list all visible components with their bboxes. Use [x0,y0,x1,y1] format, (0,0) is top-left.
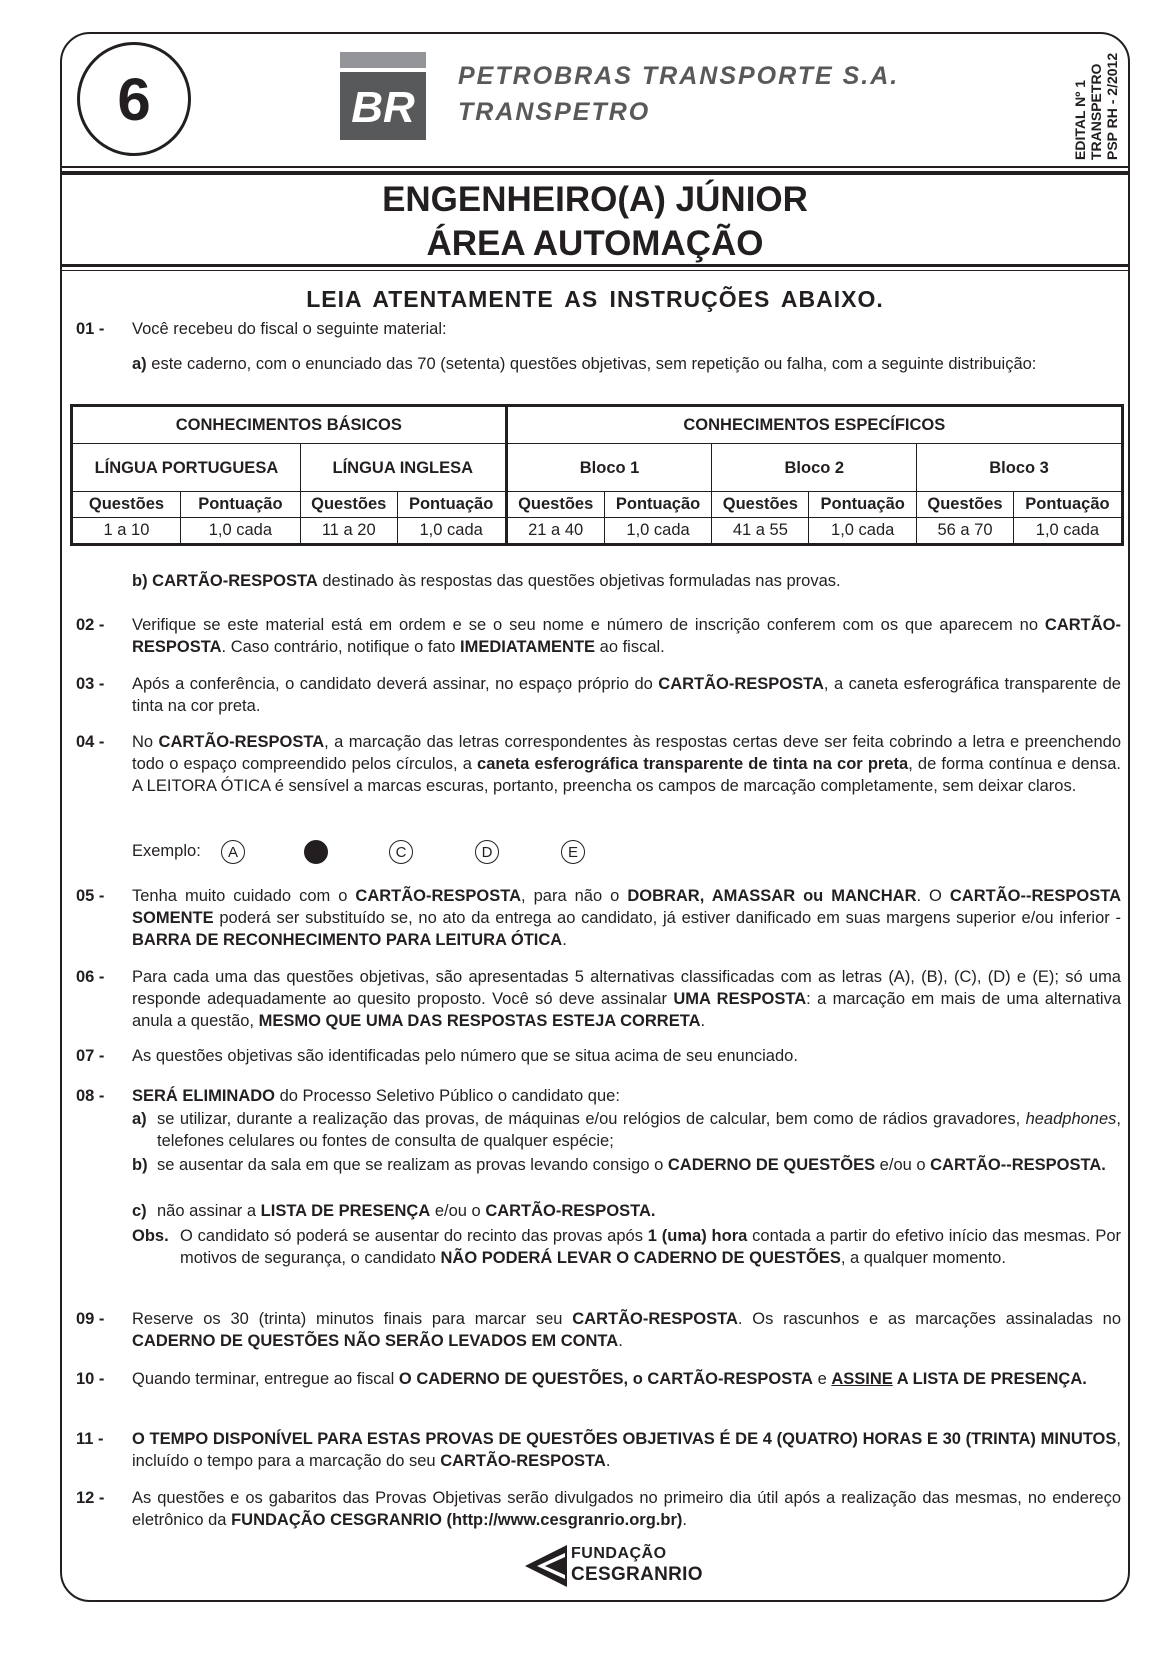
bold-text: IMEDIATAMENTE [460,638,596,656]
text-run: poderá ser substituído se, no ato da entrega ao candidato, já estiver danificado em suas margens superior e/ou inferior - [213,909,1121,927]
table-cell: 41 a 55 [712,518,809,545]
table-group-header: CONHECIMENTOS BÁSICOS [72,406,507,444]
header-divider [60,166,1130,168]
table-col-header: Questões [300,492,397,518]
text-run: ao fiscal. [595,638,665,656]
text-run: do Processo Seletivo Público o candidato que: [275,1087,620,1105]
item-text: As questões objetivas são identificadas pelo número que se situa acima de seu enunciado. [132,1047,798,1065]
text-run: e/ou o [430,1202,486,1220]
bold-text: LISTA DE PRESENÇA [260,1202,431,1220]
instruction-04 [76,731,1121,797]
instruction-08c [132,1200,1121,1222]
answer-bubble-d: D [475,840,499,864]
bold-text: CARTÃO-RESPOSTA [158,733,325,751]
instruction-12 [76,1487,1121,1531]
italic-text: headphones [1025,1110,1117,1128]
sub-text: destinado às respostas das questões objetivas formuladas nas provas. [317,572,841,590]
bold-text: CARTÃO--RESPOSTA. [930,1156,1106,1174]
job-title [60,178,1130,266]
edital-line: EDITAL Nº 1 [1072,79,1088,160]
item-number: 12 - [76,1489,105,1507]
instruction-08-obs [132,1225,1121,1269]
bold-text: NÃO PODERÁ LEVAR O CADERNO DE QUESTÕES [440,1249,841,1267]
bold-text: CADERNO DE QUESTÕES NÃO SERÃO LEVADOS EM CONTA [132,1332,619,1350]
text-run: Tenha muito cuidado com o [132,887,356,905]
table-col-header: Pontuação [604,492,712,518]
sub-text: este caderno, com o enunciado das 70 (setenta) questões objetivas, sem repetição ou falha, com a seguinte distribuição: [151,355,1037,373]
table-col-header: Questões [712,492,809,518]
table-col-header: Pontuação [1013,492,1122,518]
text-run: , incluído o tempo para a marcação do seu [132,1430,1121,1470]
bold-text: CADERNO DE QUESTÕES [667,1156,876,1174]
sub-label: Obs. [132,1227,169,1245]
sub-label: a) [132,355,147,373]
bold-text: MESMO QUE UMA DAS RESPOSTAS ESTEJA CORRETA [258,1012,701,1030]
instruction-03 [76,673,1121,717]
item-text [132,1308,1121,1352]
text-run: , a caneta esferográfica transparente de tinta na cor preta. [132,675,1121,715]
instruction-08 [76,1085,1121,1107]
company-short-name: TRANSPETRO [458,98,651,126]
item-number: 07 - [76,1047,105,1065]
text-run: e [812,1370,832,1388]
edital-info [1072,30,1120,160]
instruction-01a [132,353,1121,375]
text-run: . [605,1452,611,1470]
bold-text: CARTÃO--RESPOSTA SOMENTE [132,887,1121,927]
item-text: Você recebeu do fiscal o seguinte material: [132,320,447,338]
br-logo-text: BR [351,83,415,132]
item-number: 11 - [76,1430,104,1448]
table-cell: 1,0 cada [604,518,712,545]
table-subject: LÍNGUA INGLESA [300,444,506,492]
text-run: , telefones celulares ou fontes de consulta de qualquer espécie; [157,1110,1121,1150]
bold-text: caneta esferográfica transparente de tinta na cor preta [477,755,909,773]
bold-text: FUNDAÇÃO CESGRANRIO (http://www.cesgranrio.org.br) [231,1511,683,1529]
text-run: Verifique se este material está em ordem e se o seu nome e número de inscrição conferem com os que aparecem no [132,616,1045,634]
item-text [132,673,1121,717]
text-run: . [618,1332,623,1350]
instruction-09 [76,1308,1121,1352]
text-run: contada a partir do efetivo início das mesmas. Por motivos de segurança, o candidato [180,1227,1121,1267]
bold-text: DOBRAR, AMASSAR ou MANCHAR [627,887,917,905]
example-label: Exemplo: [132,842,201,860]
text-run: . [700,1012,706,1030]
sub-label: c) [132,1202,147,1220]
br-logo [340,52,426,140]
job-title-line: ÁREA AUTOMAÇÃO [426,224,764,263]
table-col-header: Questões [917,492,1014,518]
answer-bubble-a: A [221,840,245,864]
text-run: Quando terminar, entregue ao fiscal [132,1370,399,1388]
text-run: não assinar a [157,1202,261,1220]
edital-line: TRANSPETRO [1088,63,1104,160]
item-number: 02 - [76,616,105,634]
table-cell: 1,0 cada [1013,518,1122,545]
bold-text: CARTÃO-RESPOSTA [440,1452,606,1470]
table-subject: Bloco 3 [917,444,1123,492]
item-number: 04 - [76,733,105,751]
table-cell: 1,0 cada [809,518,917,545]
instruction-08b [132,1154,1121,1176]
bold-text: CARTÃO-RESPOSTA [152,572,318,590]
table-col-header: Questões [72,492,181,518]
bold-text: 1 (uma) hora [647,1227,748,1245]
text-run: , a qualquer momento. [840,1249,1006,1267]
edital-line: PSP RH - 2/2012 [1104,52,1120,160]
instruction-01 [76,318,1121,340]
text-run: se ausentar da sala em que se realizam as provas levando consigo o [157,1156,668,1174]
table-col-header: Questões [506,492,604,518]
text-run: se utilizar, durante a realização das provas, de máquinas e/ou relógios de calcular, bem como de rádios gravadores, [157,1110,1026,1128]
table-cell: 1,0 cada [180,518,300,545]
instruction-08a [132,1108,1121,1152]
sub-text [157,1108,1121,1152]
text-run: Reserve os 30 (trinta) minutos finais para marcar seu [132,1310,573,1328]
text-run: . O [916,887,950,905]
page-frame [60,32,1130,1602]
title-divider [60,270,1130,271]
text-run: Para cada uma das questões objetivas, são apresentadas 5 alternativas classificadas com as letras (A), (B), (C), (D) e (E); só uma responde adequadamente ao quesito proposto. Você só deve assinalar [132,968,1121,1008]
item-text [132,966,1121,1032]
cesgranrio-logo-line: FUNDAÇÃO [571,1545,667,1562]
item-text [132,885,1121,951]
job-title-line: ENGENHEIRO(A) JÚNIOR [382,180,808,219]
header-divider-thick [60,171,1130,175]
sub-label: a) [132,1110,147,1128]
table-group-header: CONHECIMENTOS ESPECÍFICOS [506,406,1122,444]
table-cell: 21 a 40 [506,518,604,545]
distribution-table [70,404,1124,546]
bold-text: O CADERNO DE QUESTÕES, o CARTÃO-RESPOSTA [398,1370,813,1388]
instruction-05 [76,885,1121,951]
table-col-header: Pontuação [180,492,300,518]
bold-text: CARTÃO-RESPOSTA. [485,1202,656,1220]
item-text [132,1368,1121,1390]
company-name: PETROBRAS TRANSPORTE S.A. [458,62,900,90]
bold-text: CARTÃO-RESPOSTA [132,616,1121,656]
instruction-11 [76,1428,1121,1472]
item-number: 06 - [76,968,105,986]
text-run: As questões e os gabaritos das Provas Objetivas serão divulgados no primeiro dia útil após a realização das mesmas, no endereço eletrônico da [132,1489,1121,1529]
text-run: , a marcação das letras correspondentes às respostas certas deve ser feita cobrindo a letra e preenchendo todo o espaço compreendido pelos círculos, a [132,733,1121,773]
item-text [132,1487,1121,1531]
text-run: Após a conferência, o candidato deverá assinar, no espaço próprio do [132,675,659,693]
item-number: 08 - [76,1087,105,1105]
table-subject: Bloco 2 [712,444,917,492]
table-col-header: Pontuação [809,492,917,518]
item-number: 01 - [76,320,105,338]
table-cell: 1,0 cada [397,518,506,545]
item-text [132,731,1121,797]
sub-label: b) [132,1156,148,1174]
text-run: , de forma contínua e densa. A LEITORA ÓTICA é sensível a marcas escuras, portanto, preencha os campos de marcação completamente, sem deixar claros. [132,755,1121,795]
instruction-02 [76,614,1121,658]
sub-label: b) [132,572,148,590]
text-run: . Caso contrário, notifique o fato [221,638,461,656]
instruction-06 [76,966,1121,1032]
item-number: 10 - [76,1370,105,1388]
text-run: . [682,1511,687,1529]
bold-text: CARTÃO-RESPOSTA [658,675,824,693]
underlined-text: ASSINE [831,1370,893,1388]
table-cell: 11 a 20 [300,518,397,545]
bold-text: SERÁ ELIMINADO [132,1087,276,1105]
cesgranrio-logo-line: CESGRANRIO [571,1564,703,1585]
item-text [132,1085,1121,1107]
bold-text: O TEMPO DISPONÍVEL PARA ESTAS PROVAS DE QUESTÕES OBJETIVAS É DE 4 (QUATRO) HORAS E 30 (TRINTA) MINUTOS [132,1430,1117,1448]
table-subject: LÍNGUA PORTUGUESA [72,444,301,492]
answer-bubble-e: E [561,840,585,864]
text-run: : a marcação em mais de uma alternativa anula a questão, [132,990,1122,1030]
text-run: . Os rascunhos e as marcações assinaladas no [737,1310,1122,1328]
text-run: e/ou o [875,1156,931,1174]
table-cell: 56 a 70 [917,518,1014,545]
instruction-01b [132,570,1121,592]
table-subject: Bloco 1 [506,444,712,492]
text-run: , para não o [521,887,628,905]
instruction-07 [76,1045,1121,1067]
answer-bubble-filled [304,840,328,864]
booklet-number: 6 [77,42,191,156]
item-text [132,614,1121,658]
text-run: . [562,931,567,949]
bold-text: CARTÃO-RESPOSTA [355,887,522,905]
instructions-heading: LEIA ATENTAMENTE AS INSTRUÇÕES ABAIXO. [306,286,884,312]
item-number: 05 - [76,887,105,905]
text-run: No [132,733,159,751]
table-col-header: Pontuação [397,492,506,518]
bold-text: UMA RESPOSTA [673,990,807,1008]
item-text [132,1428,1121,1472]
instruction-10 [76,1368,1121,1390]
sub-text [157,1154,1121,1176]
bold-text: CARTÃO-RESPOSTA [572,1310,738,1328]
table-cell: 1 a 10 [72,518,181,545]
bold-text: BARRA DE RECONHECIMENTO PARA LEITURA ÓTICA [132,931,563,949]
answer-bubble-c: C [389,840,413,864]
text-run: O candidato só poderá se ausentar do recinto das provas após [180,1227,648,1245]
item-number: 09 - [76,1310,105,1328]
bold-text: A LISTA DE PRESENÇA. [892,1370,1087,1388]
sub-text [180,1225,1121,1269]
item-number: 03 - [76,675,105,693]
sub-text [157,1200,1121,1222]
